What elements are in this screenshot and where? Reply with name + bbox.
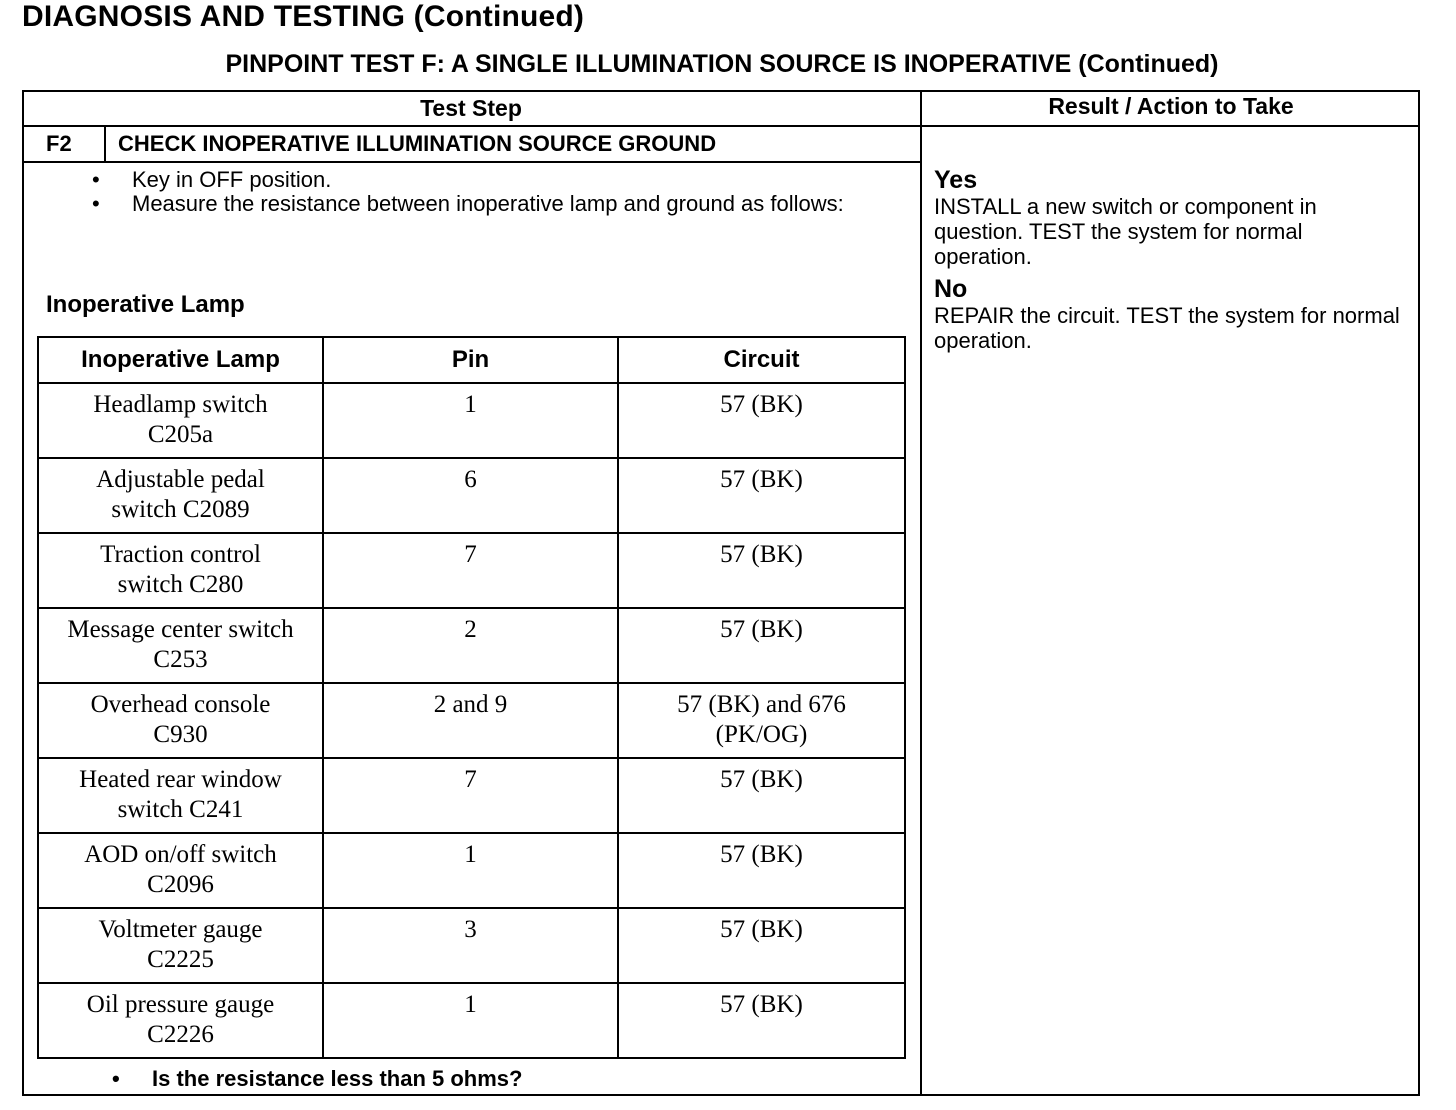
table-row [38, 983, 905, 1058]
table-row [38, 908, 905, 983]
table-row [38, 458, 905, 533]
pin-table [37, 336, 906, 1059]
lamp-cell: Adjustable pedal switch C2089 [38, 458, 323, 533]
table-row [38, 383, 905, 458]
lamp-cell: Headlamp switch C205a [38, 383, 323, 458]
step-question [112, 1066, 522, 1092]
table-row [38, 608, 905, 683]
circuit-cell: 57 (BK) [618, 833, 905, 908]
result-yes-label: Yes [934, 166, 978, 194]
header-test-step: Test Step [420, 95, 522, 121]
column-header-circuit: Circuit [618, 337, 905, 383]
lamp-cell: Overhead console C930 [38, 683, 323, 758]
step-instructions [92, 168, 892, 216]
bullet-glyph: • [92, 167, 100, 192]
circuit-cell: 57 (BK) [618, 383, 905, 458]
circuit-cell: 57 (BK) and 676 (PK/OG) [618, 683, 905, 758]
result-no-text: REPAIR the circuit. TEST the system for normal operation. [934, 303, 1400, 353]
bullet-glyph: • [112, 1066, 120, 1091]
column-header-pin: Pin [323, 337, 618, 383]
result-yes [934, 167, 1404, 269]
lamp-cell: Heated rear window switch C241 [38, 758, 323, 833]
instruction-text: Measure the resistance between inoperative lamp and ground as follows: [132, 191, 844, 216]
step-row-divider [22, 161, 922, 163]
lamp-cell: Oil pressure gauge C2226 [38, 983, 323, 1058]
page-subtitle: PINPOINT TEST F: A SINGLE ILLUMINATION SOURCE IS INOPERATIVE (Continued) [225, 50, 1219, 78]
pin-cell: 6 [323, 458, 618, 533]
question-text: Is the resistance less than 5 ohms? [152, 1066, 523, 1091]
pin-cell: 2 and 9 [323, 683, 618, 758]
circuit-cell: 57 (BK) [618, 908, 905, 983]
result-no-label: No [934, 275, 968, 303]
pin-cell: 7 [323, 758, 618, 833]
circuit-cell: 57 (BK) [618, 983, 905, 1058]
lamp-cell: Voltmeter gauge C2225 [38, 908, 323, 983]
circuit-cell: 57 (BK) [618, 458, 905, 533]
column-header-lamp: Inoperative Lamp [38, 337, 323, 383]
lamp-cell: Message center switch C253 [38, 608, 323, 683]
circuit-cell: 57 (BK) [618, 758, 905, 833]
step-title: CHECK INOPERATIVE ILLUMINATION SOURCE GROUND [118, 131, 717, 156]
column-divider [920, 90, 922, 1096]
lamp-cell: AOD on/off switch C2096 [38, 833, 323, 908]
pin-cell: 7 [323, 533, 618, 608]
result-no [934, 276, 1404, 353]
instruction-item [92, 168, 892, 192]
table-row [38, 683, 905, 758]
circuit-cell: 57 (BK) [618, 533, 905, 608]
instruction-text: Key in OFF position. [132, 167, 332, 192]
bullet-glyph: • [92, 191, 100, 216]
lamp-table-heading: Inoperative Lamp [46, 291, 245, 318]
circuit-cell: 57 (BK) [618, 608, 905, 683]
instruction-item [92, 192, 892, 216]
pin-cell: 1 [323, 983, 618, 1058]
pin-cell: 1 [323, 833, 618, 908]
table-row [38, 533, 905, 608]
table-row [38, 833, 905, 908]
step-id: F2 [46, 131, 72, 156]
table-row [38, 758, 905, 833]
pin-cell: 3 [323, 908, 618, 983]
header-result-action: Result / Action to Take [1048, 93, 1294, 119]
lamp-cell: Traction control switch C280 [38, 533, 323, 608]
header-divider [22, 125, 1420, 127]
result-yes-text: INSTALL a new switch or component in question. TEST the system for normal operation. [934, 194, 1317, 269]
step-id-divider [104, 126, 106, 162]
pin-cell: 1 [323, 383, 618, 458]
pin-table-header-row [38, 337, 905, 383]
page-title: DIAGNOSIS AND TESTING (Continued) [22, 0, 585, 33]
pin-cell: 2 [323, 608, 618, 683]
